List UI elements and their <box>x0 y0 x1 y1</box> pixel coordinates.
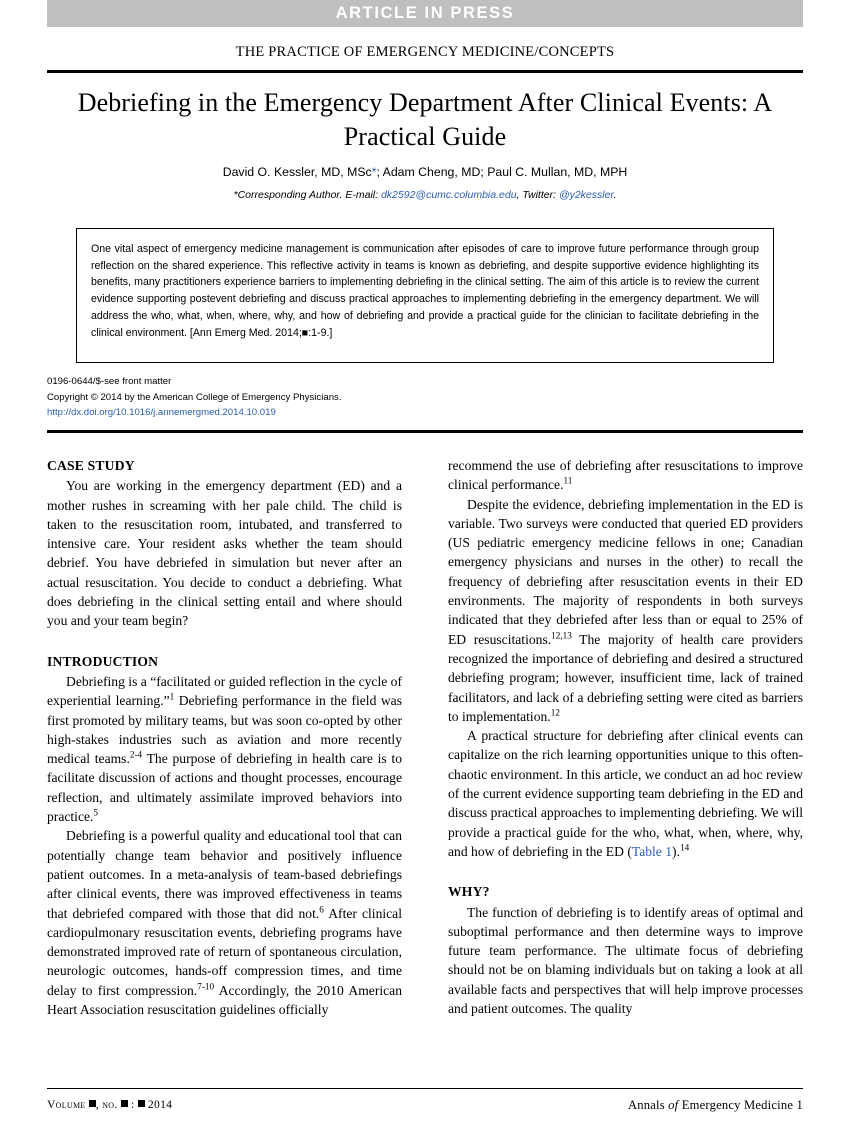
corresponding-author-line <box>75 189 775 201</box>
ref-7-10: 7-10 <box>197 981 215 992</box>
copyright-line: Copyright © 2014 by the American College of Emergency Physicians. <box>47 391 342 403</box>
paragraph-right-3 <box>448 726 803 861</box>
heading-case-study: CASE STUDY <box>47 458 135 473</box>
running-head: THE PRACTICE OF EMERGENCY MEDICINE/CONCEPTS <box>235 44 615 60</box>
paragraph-case-study: You are working in the emergency department (ED) and a mother rushes in screaming with her pale child. The child is taken to the resuscitation room, intubated, and transferred to intensive care. Your resident asks whether the team should debrief. You have debriefed in simulation but never after an actual resuscitation. You decide to conduct a debriefing. What does debriefing in the clinical setting entail and where should you and your team begin? <box>47 478 402 629</box>
footer-journal-info <box>628 1098 803 1113</box>
right-3a: A practical structure for debriefing after clinical events can capitalize on the rich learning opportunities unique to this often-chaotic environment. In this article, we conduct an ad hoc review of the current evidence supporting team debriefing in the ED and discuss practical approaches to implementing debriefing. We will provide a practical guide for the who, what, when, where, why, and how of debriefing in the ED ( <box>448 728 804 859</box>
footer-number-label: , no. <box>95 1098 121 1111</box>
twitter-handle-link[interactable]: @y2kessler <box>558 189 614 201</box>
column-left <box>47 456 402 1056</box>
footer-journal-of: of <box>668 1098 679 1112</box>
table-1-link[interactable]: Table 1 <box>631 843 673 859</box>
intro-1a: Debriefing is a “facilitated or guided reflection in the cycle of experiential learning.” <box>47 673 402 709</box>
ref-2-4: 2-4 <box>129 749 143 760</box>
divider-bottom <box>47 1088 803 1089</box>
paragraph-why: The function of debriefing is to identify areas of optimal and suboptimal performance and then determine ways to improve future team performance. The ultimate focus of debriefing should not be on blaming individuals but on taking a look at all available facts and perspectives that will help improve processes and patient outcomes. The quality <box>448 904 803 1017</box>
ref-1: 1 <box>169 691 175 702</box>
heading-introduction: INTRODUCTION <box>47 653 159 669</box>
ref-5: 5 <box>93 807 99 818</box>
paragraph-intro-2 <box>47 826 402 1019</box>
author-list <box>75 165 775 179</box>
footer-journal-prefix: Annals <box>627 1098 669 1112</box>
divider-top <box>47 70 803 73</box>
page-title: Debriefing in the Emergency Department After Clinical Events: A Practical Guide <box>77 88 773 152</box>
right-2b: The majority of health care providers recognized the importance of debriefing and desired a structured debriefing program; however, insufficient time, lack of trained facilitators, and lack of a debriefing setting were cited as barriers to implementation. <box>448 631 803 724</box>
volume-placeholder-square <box>89 1100 96 1107</box>
heading-why: WHY? <box>448 884 490 900</box>
footer-page-number: 1 <box>796 1098 803 1112</box>
issn-line: 0196-0644/$-see front matter <box>47 376 172 387</box>
intro-1c: The purpose of debriefing in health care is to facilitate discussion of actions and thought processes, encourage reflection, and ultimately assimilate improved behaviors into practice. <box>47 751 402 825</box>
ref-11: 11 <box>563 475 573 486</box>
article-in-press-banner <box>47 0 803 27</box>
footer-volume-prefix: Volume <box>47 1098 89 1111</box>
footer-colon: : <box>127 1098 138 1111</box>
doi-link[interactable]: http://dx.doi.org/10.1016/j.annemergmed.2014.10.019 <box>47 407 276 419</box>
ref-14: 14 <box>679 842 690 853</box>
column-right <box>448 456 803 1056</box>
authors-suffix: ; Adam Cheng, MD; Paul C. Mullan, MD, MPH <box>376 165 628 179</box>
paragraph-right-2 <box>448 495 803 727</box>
corresponding-label: *Corresponding Author. E-mail: <box>233 189 381 201</box>
authors-prefix: David O. Kessler, MD, MSc <box>222 165 372 179</box>
copyright-block <box>47 374 547 421</box>
body-columns <box>47 456 803 1056</box>
divider-middle <box>47 430 803 433</box>
corresponding-email-link[interactable]: dk2592@cumc.columbia.edu <box>380 189 517 201</box>
right-3b: ). <box>672 843 680 859</box>
corresponding-author-asterisk: * <box>371 165 377 179</box>
intro-2c: Accordingly, the 2010 American Heart Association resuscitation guidelines officially <box>47 982 402 1018</box>
intro-1b: Debriefing performance in the field was first promoted by military teams, but was soon co-opted by other high-stakes industries such as aviation and more recently medical teams. <box>47 693 403 767</box>
footer-journal-suffix: Emergency Medicine <box>678 1098 797 1112</box>
intro-2a: Debriefing is a powerful quality and educational tool that can potentially change team behavior and positively influence patient outcomes. In a meta-analysis of team-based debriefings after clinical events, there was improved effectiveness in teams that debriefed compared with those that did not. <box>47 828 402 921</box>
month-placeholder-square <box>138 1100 145 1107</box>
cont-1: recommend the use of debriefing after resuscitations to improve clinical performance. <box>448 458 803 493</box>
ref-12: 12 <box>550 707 560 718</box>
twitter-label: , Twitter: <box>516 189 559 201</box>
ref-6: 6 <box>319 904 324 914</box>
footer-year: 2014 <box>144 1098 173 1111</box>
number-placeholder-square <box>121 1100 128 1107</box>
article-in-press-label: ARTICLE IN PRESS <box>335 4 515 22</box>
abstract-box <box>76 228 774 363</box>
right-2a: Despite the evidence, debriefing implementation in the ED is variable. Two surveys were conducted that queried ED providers (US pediatric emergency medicine fellows in one; Canadian emergency physicians and nurses in the other) to recall the frequency of debriefing after resuscitation events in their ED environments. The majority of respondents in both surveys indicated that they debriefed after less than or equal to 25% of ED resuscitations. <box>448 496 803 647</box>
paragraph-continued <box>448 456 803 495</box>
intro-2b: After clinical cardiopulmonary resuscitation events, debriefing programs have demonstrated improved rate of return of spontaneous circulation, neurologic outcomes, hands-off compression times, and time delay to first compression. <box>47 905 402 998</box>
ref-12-13: 12,13 <box>551 630 572 641</box>
abstract-text: One vital aspect of emergency medicine management is communication after episodes of care to improve future performance through group reflection on the shared experience. This reflective activity in teams is known as debriefing, and despite supportive evidence highlighting its benefits, many practitioners experience barriers to implementing debriefing in the clinical setting. The aim of this article is to review the current evidence supporting postevent debriefing and discuss practical approaches to implementing debriefing in the emergency department. We will address the who, what, when, where, why, and how of debriefing and provide a practical guide for the clinician to facilitate debriefing in the clinical environment. [Ann Emerg Med. 2014;■:1-9.] <box>91 243 759 339</box>
twitter-period: . <box>613 189 617 201</box>
footer-volume-info <box>47 1098 172 1111</box>
paragraph-intro-1 <box>47 672 402 826</box>
